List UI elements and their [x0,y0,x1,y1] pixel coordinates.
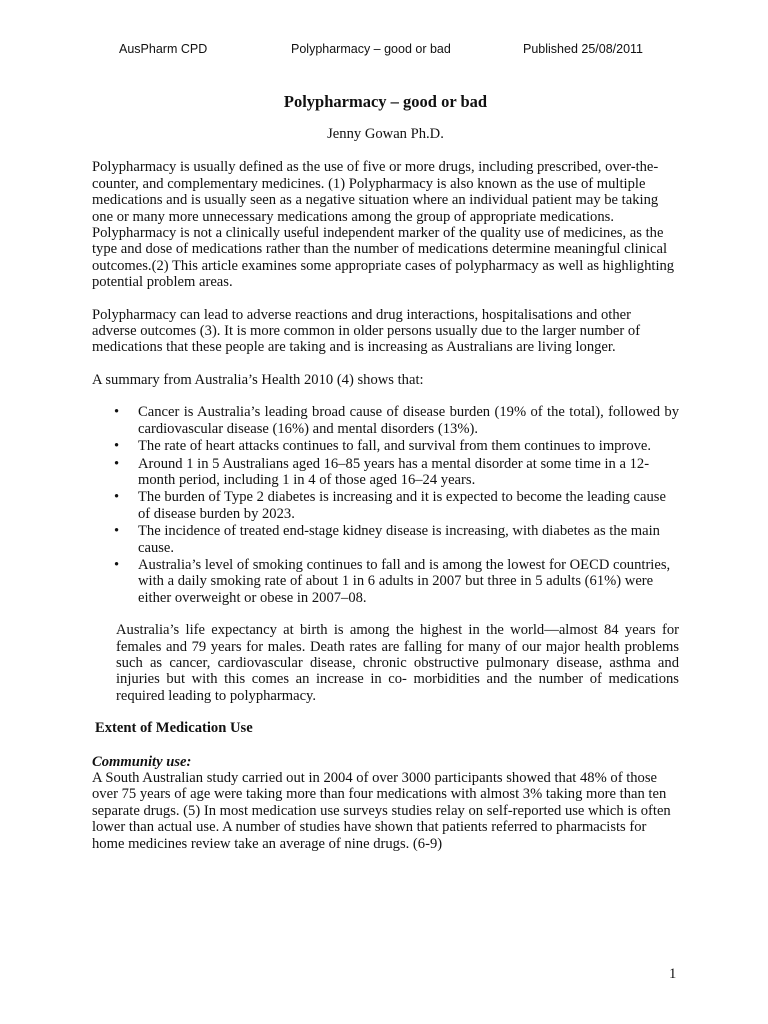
adverse-outcomes-paragraph: Polypharmacy can lead to adverse reactions and drug interactions, hospitalisations and other adverse outcomes (3). It is more common in older persons usually due to the larger number of medications that these people are taking and is increasing as Australians are living longer. [92,306,641,356]
list-item-text: The incidence of treated end-stage kidney disease is increasing, with diabetes as the main cause. [138,523,660,556]
section-heading: Extent of Medication Use [95,720,253,737]
list-item-text: The burden of Type 2 diabetes is increasing and it is expected to become the leading cause of disease burden by 2023. [138,489,666,522]
list-item-text: Around 1 in 5 Australians aged 16–85 years has a mental disorder at some time in a 12-month period, including 1 in 4 of those aged 16–24 years. [138,455,650,488]
community-use-paragraph: A South Australian study carried out in 2004 of over 3000 participants showed that 48% of those over 75 years of age were taking more than four medications with almost 3% taking more than ten separate drugs. (5) In most medication use surveys studies relay on self-reported use which is often lower than actual use. A number of studies have shown that patients referred to pharmacists for home medicines review take an average of nine drugs. (6-9) [92,770,671,852]
bullet-icon: • [114,523,120,540]
list-item-text: Cancer is Australia’s leading broad cause of disease burden (19% of the total), followed by cardiovascular disease (16%) and mental disorders (13%). [138,404,679,437]
list-item [92,523,679,556]
subheading: Community use: [92,753,192,770]
page-number: 1 [669,966,677,982]
document-body [92,92,679,868]
running-header [0,42,768,60]
list-item [92,557,679,606]
list-item-text: Australia’s level of smoking continues to fall and is among the lowest for OECD countries, with a daily smoking rate of about 1 in 6 adults in 2007 but three in 5 adults (61%) were either overweight or obese in 2007–08. [138,556,671,606]
list-item [92,404,679,437]
list-item [92,456,679,489]
header-title: Polypharmacy – good or bad [291,42,451,56]
intro-paragraph: Polypharmacy is usually defined as the use of five or more drugs, including prescribed, over-the-counter, and complementary medicines. (1) Polypharmacy is also known as the use of multiple medications and is usually seen as a negative situation where an individual patient may be taking one or many more unnecessary medications among the group of appropriate medications. Polypharmacy is not a clinically useful independent marker of the quality use of medicines, as the type and dose of medications rather than the number of medications determine meaningful clinical outcomes.(2) This article examines some appropriate cases of polypharmacy as well as highlighting potential problem areas. [92,159,675,291]
document-author: Jenny Gowan Ph.D. [327,126,444,142]
bullet-icon: • [114,404,120,421]
header-published-date: Published 25/08/2011 [523,42,644,56]
health-summary-list [92,404,679,606]
bullet-icon: • [114,489,120,506]
bullet-icon: • [114,455,120,472]
header-publisher: AusPharm CPD [119,42,208,56]
list-item [92,438,679,454]
summary-intro-paragraph: A summary from Australia’s Health 2010 (4) shows that: [92,371,424,388]
list-item-text: The rate of heart attacks continues to fall, and survival from them continues to improve. [138,438,652,455]
bullet-icon: • [114,438,120,455]
bullet-icon: • [114,556,120,573]
life-expectancy-paragraph: Australia’s life expectancy at birth is among the highest in the world—almost 84 years for females and 79 years for males. Death rates are falling for many of our major health problems such as cancer, cardiovascular disease, chronic obstructive pulmonary disease, asthma and injuries but with this comes an increase in co- morbidities and the number of medications required leading to polypharmacy. [116,622,679,704]
list-item [92,489,679,522]
document-title: Polypharmacy – good or bad [283,92,488,111]
